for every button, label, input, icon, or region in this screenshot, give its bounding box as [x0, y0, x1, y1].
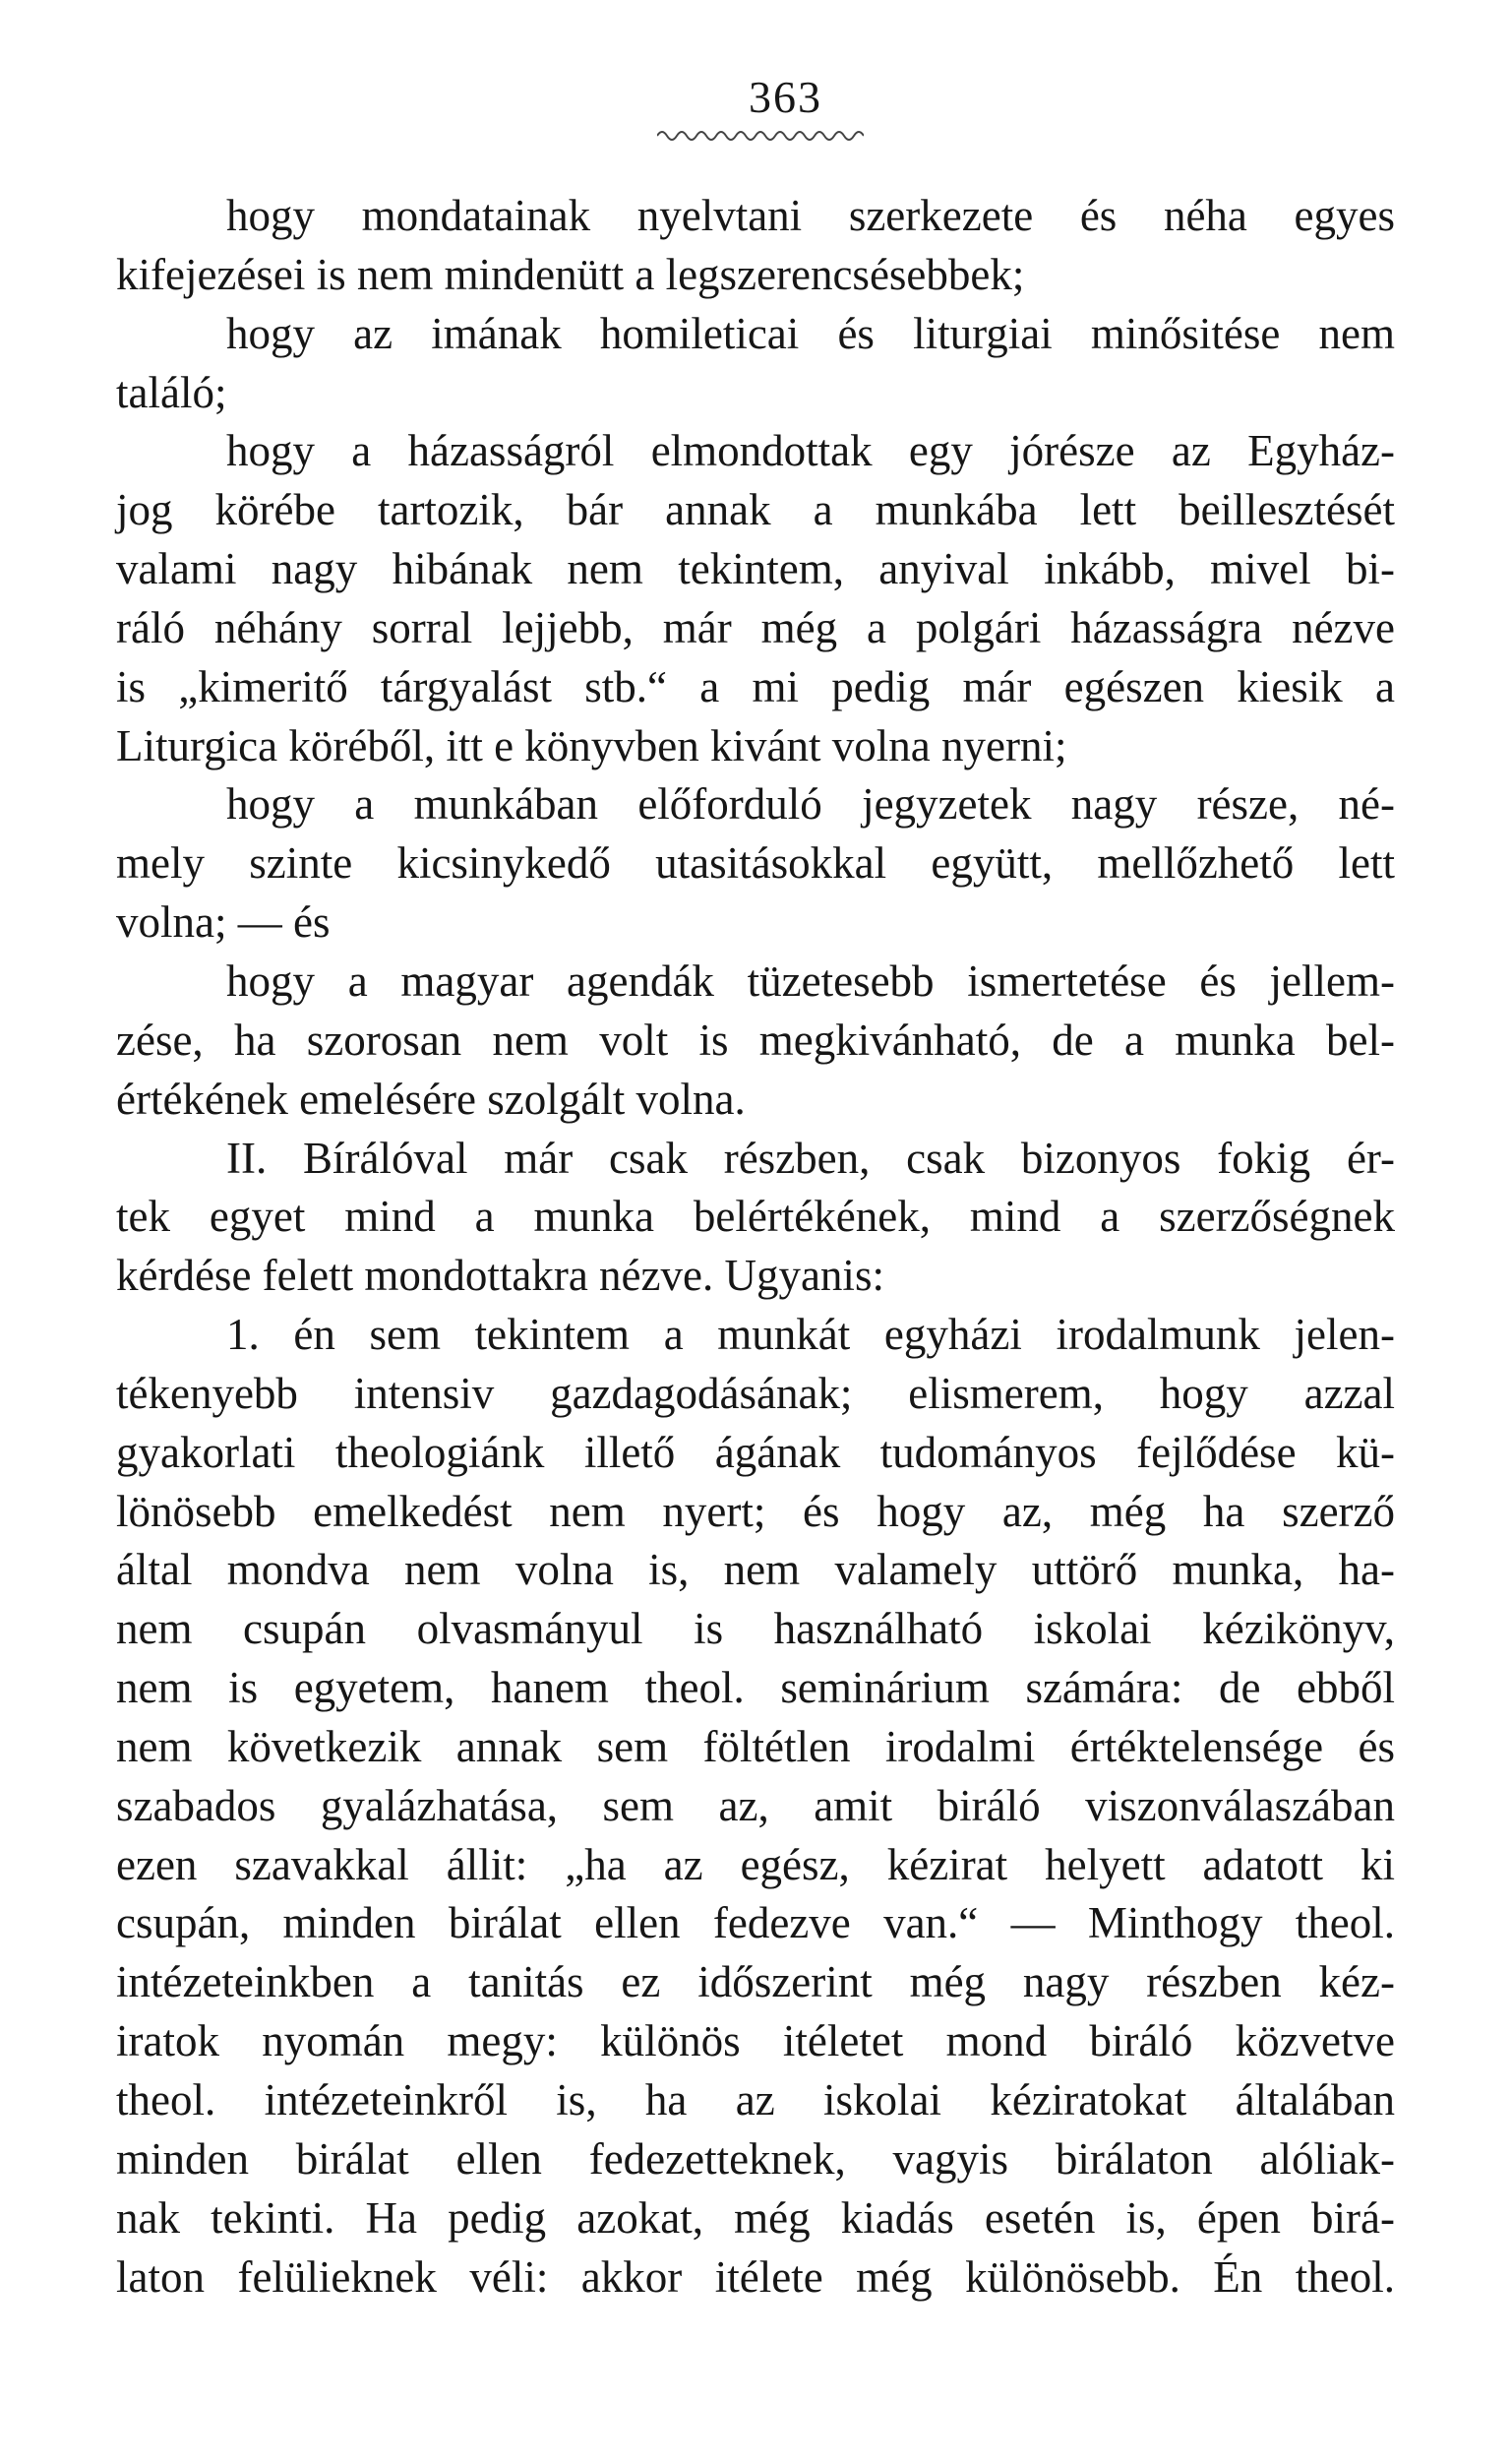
text-line: mely szinte kicsinykedő utasitásokkal együtt, mellőzhető lett	[116, 838, 1395, 889]
wavy-rule-icon	[657, 126, 864, 146]
text-line: is „kimeritő tárgyalást stb.“ a mi pedig már egészen kiesik a	[116, 661, 1395, 711]
text-line: kérdése felett mondottakra nézve. Ugyanis:	[116, 1251, 884, 1301]
text-line: iratok nyomán megy: különös itéletet mond biráló közvetve	[116, 2016, 1395, 2066]
text-line: II. Bírálóval már csak részben, csak bizonyos fokig ér-	[226, 1133, 1395, 1183]
text-line: jog körébe tartozik, bár annak a munkába lett beillesztését	[116, 485, 1395, 535]
text-line: nem is egyetem, hanem theol. seminárium számára: de ebből	[116, 1663, 1395, 1713]
text-line: csupán, minden birálat ellen fedezve van.“ — Minthogy theol.	[116, 1898, 1395, 1948]
text-line: 1. én sem tekintem a munkát egyházi irodalmunk jelen-	[226, 1310, 1395, 1360]
page-number: 363	[749, 72, 822, 122]
text-line: volna; — és	[116, 897, 331, 948]
text-line: tékenyebb intensiv gazdagodásának; elismerem, hogy azzal	[116, 1368, 1395, 1418]
text-line: Liturgica köréből, itt e könyvben kivánt volna nyerni;	[116, 720, 1067, 770]
text-line: valami nagy hibának nem tekintem, anyival inkább, mivel bi-	[116, 544, 1395, 594]
text-line: ráló néhány sorral lejjebb, már még a polgári házasságra nézve	[116, 602, 1395, 652]
text-line: által mondva nem volna is, nem valamely uttörő munka, ha-	[116, 1545, 1395, 1595]
text-line: lönösebb emelkedést nem nyert; és hogy az, még ha szerző	[116, 1486, 1395, 1536]
text-line: találó;	[116, 367, 227, 417]
text-line: nem következik annak sem föltétlen irodalmi értéktelensége és	[116, 1721, 1395, 1771]
text-line: szabados gyalázhatása, sem az, amit biráló viszonválaszában	[116, 1780, 1395, 1830]
text-line: nem csupán olvasmányul is használható iskolai kézikönyv,	[116, 1604, 1395, 1654]
text-line: hogy mondatainak nyelvtani szerkezete és néha egyes	[226, 191, 1395, 240]
body-text	[116, 187, 1395, 2307]
text-line: hogy a házasságról elmondottak egy jórésze az Egyház-	[226, 426, 1395, 476]
text-line: ezen szavakkal állit: „ha az egész, kézirat helyett adatott ki	[116, 1839, 1395, 1889]
text-line: kifejezései is nem mindenütt a legszerencsésebbek;	[116, 249, 1025, 299]
text-line: intézeteinkben a tanitás ez időszerint még nagy részben kéz-	[116, 1957, 1395, 2007]
text-line: hogy az imának homileticai és liturgiai minősitése nem	[226, 308, 1395, 358]
text-line: gyakorlati theologiánk illető ágának tudományos fejlődése kü-	[116, 1427, 1395, 1477]
text-line: hogy a munkában előforduló jegyzetek nagy része, né-	[226, 779, 1395, 830]
text-line: laton felülieknek véli: akkor itélete még különösebb. Én theol.	[116, 2251, 1395, 2302]
text-line: nak tekinti. Ha pedig azokat, még kiadás esetén is, épen birá-	[116, 2192, 1395, 2243]
text-line: értékének emelésére szolgált volna.	[116, 1074, 746, 1124]
text-line: tek egyet mind a munka belértékének, mind a szerzőségnek	[116, 1192, 1395, 1242]
text-line: hogy a magyar agendák tüzetesebb ismertetése és jellem-	[226, 955, 1395, 1006]
text-line: minden birálat ellen fedezetteknek, vagyis birálaton alóliak-	[116, 2133, 1395, 2184]
text-line: theol. intézeteinkről is, ha az iskolai kéziratokat általában	[116, 2075, 1395, 2124]
text-line: zése, ha szorosan nem volt is megkivánható, de a munka bel-	[116, 1015, 1395, 1065]
